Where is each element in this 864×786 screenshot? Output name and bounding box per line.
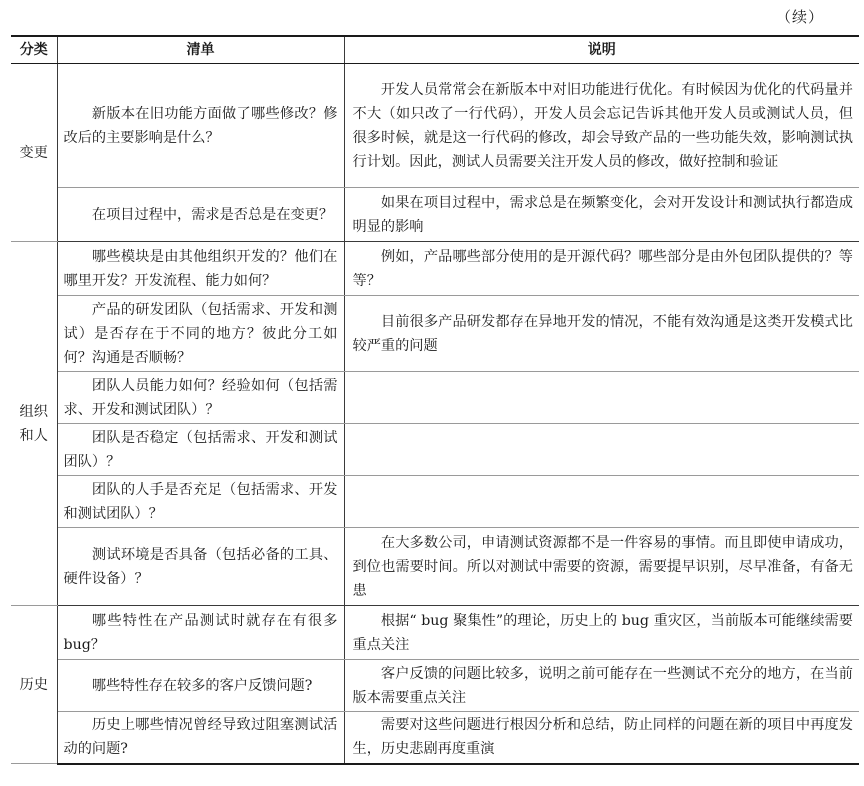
checklist-item: 测试环境是否具备（包括必备的工具、硬件设备）？ [57,528,344,606]
category-org-people: 组织和人 [11,242,57,606]
checklist-item: 哪些特性在产品测试时就存在有很多 bug？ [57,606,344,660]
description-cell [344,476,859,528]
description-cell: 如果在项目过程中，需求总是在频繁变化，会对开发设计和测试执行都造成明显的影响 [344,188,859,242]
table-row [11,606,859,660]
description-cell: 需要对这些问题进行根因分析和总结，防止同样的问题在新的项目中再度发生，历史悲剧再度重演 [344,712,859,764]
checklist-item: 新版本在旧功能方面做了哪些修改？修改后的主要影响是什么？ [57,64,344,188]
table-row [11,372,859,424]
risk-checklist-table [11,35,859,765]
description-cell: 根据“ bug 聚集性”的理论，历史上的 bug 重灾区，当前版本可能继续需要重点关注 [344,606,859,660]
checklist-item: 哪些特性存在较多的客户反馈问题? [57,660,344,712]
header-row [11,36,859,64]
header-checklist: 清单 [57,36,344,64]
table-row [11,242,859,296]
table-row [11,188,859,242]
checklist-item: 历史上哪些情况曾经导致过阻塞测试活动的问题? [57,712,344,764]
table-row [11,528,859,606]
checklist-item: 哪些模块是由其他组织开发的？他们在哪里开发？开发流程、能力如何？ [57,242,344,296]
description-cell: 客户反馈的问题比较多，说明之前可能存在一些测试不充分的地方，在当前版本需要重点关注 [344,660,859,712]
header-description: 说明 [344,36,859,64]
description-cell [344,372,859,424]
table-row [11,660,859,712]
description-cell: 开发人员常常会在新版本中对旧功能进行优化。有时候因为优化的代码量并不大（如只改了一行代码），开发人员会忘记告诉其他开发人员或测试人员，但很多时候，就是这一行代码的修改，却会导致产品的一些功能失效，影响测试执行计划。因此，测试人员需要关注开发人员的修改，做好控制和验证 [344,64,859,188]
description-cell [344,424,859,476]
description-cell: 目前很多产品研发都存在异地开发的情况，不能有效沟通是这类开发模式比较严重的问题 [344,296,859,372]
category-change: 变更 [11,64,57,242]
continued-label: （续） [775,8,824,26]
header-category: 分类 [11,36,57,64]
checklist-item: 团队是否稳定（包括需求、开发和测试团队）？ [57,424,344,476]
checklist-item: 团队人员能力如何？经验如何（包括需求、开发和测试团队）？ [57,372,344,424]
checklist-item: 团队的人手是否充足（包括需求、开发和测试团队）？ [57,476,344,528]
table-row [11,424,859,476]
description-cell: 在大多数公司，申请测试资源都不是一件容易的事情。而且即使申请成功，到位也需要时间。所以对测试中需要的资源，需要提早识别，尽早准备，有备无患 [344,528,859,606]
table-row [11,64,859,188]
checklist-item: 产品的研发团队（包括需求、开发和测试）是否存在于不同的地方？彼此分工如何？沟通是否顺畅？ [57,296,344,372]
table-row [11,712,859,764]
description-cell: 例如，产品哪些部分使用的是开源代码？哪些部分是由外包团队提供的？等等？ [344,242,859,296]
category-history: 历史 [11,606,57,764]
table-row [11,296,859,372]
table-row [11,476,859,528]
checklist-item: 在项目过程中，需求是否总是在变更？ [57,188,344,242]
